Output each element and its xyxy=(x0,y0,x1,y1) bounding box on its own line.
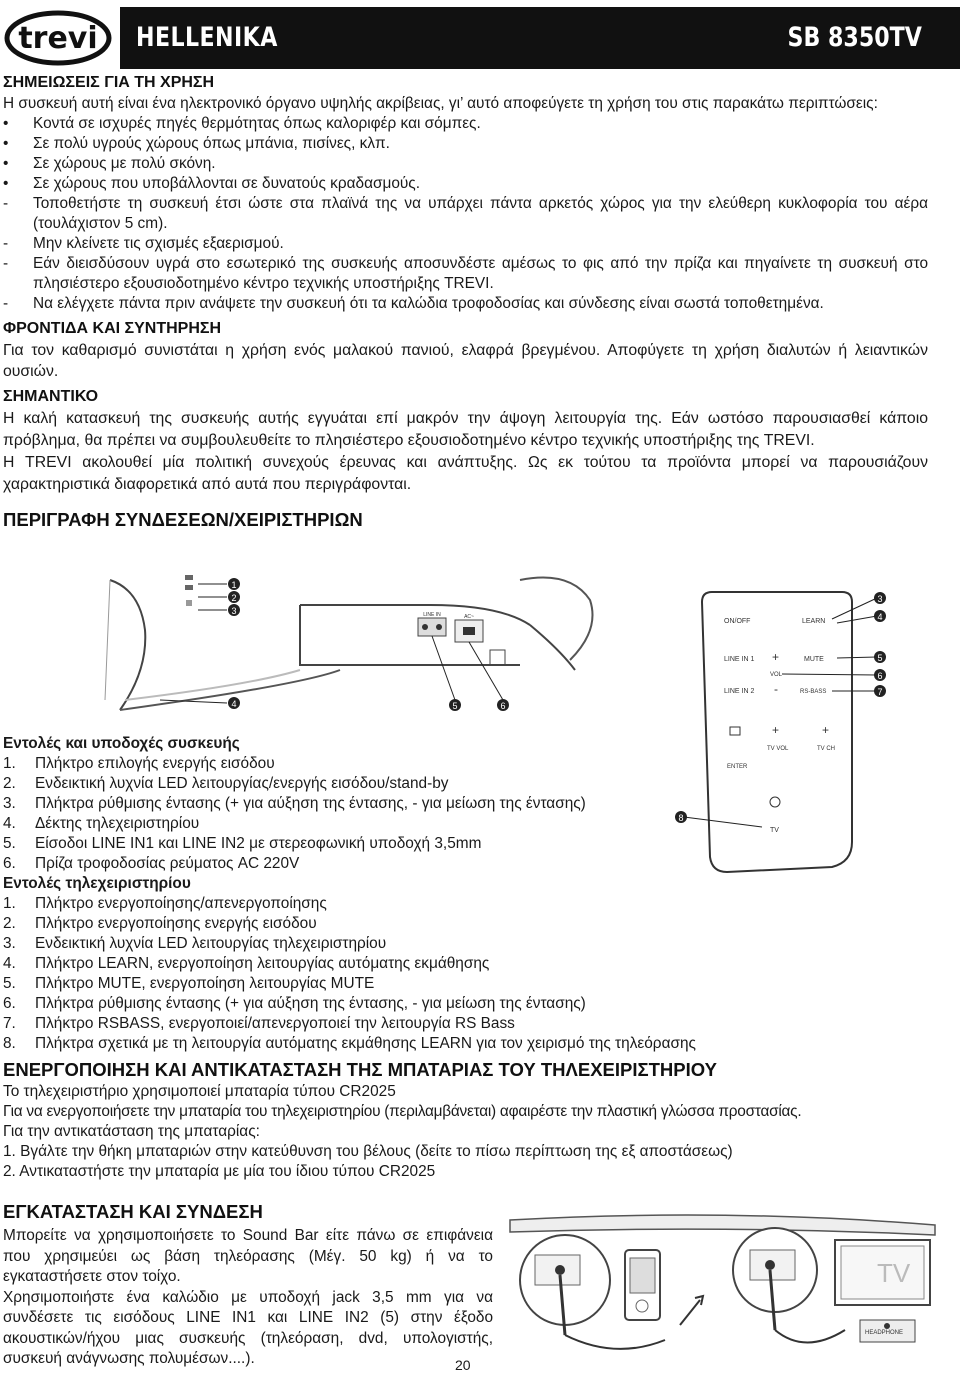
list-item: 6. Πλήκτρα ρύθμισης έντασης (+ για αύξηση της έντασης, - για μείωση της έντασης) xyxy=(3,995,586,1012)
installation-text-1: Μπορείτε να χρησιμοποιήσετε το Sound Bar είτε πάνω σε επιφάνεια που χρησιμεύει ως βάση τηλεόρασης (Μέγ. 50 kg) ή να το εγκαταστήσετε στον τοίχο. xyxy=(3,1227,493,1285)
list-item: 1. Πλήκτρο επιλογής ενεργής εισόδου xyxy=(3,755,275,772)
battery-line: Για να ενεργοποιήσετε την μπαταρία του τηλεχειριστηρίου (περιλαμβάνεται) αφαιρέστε την πλαστική γλώσσα προστασίας. xyxy=(3,1103,802,1120)
svg-text:VOL: VOL xyxy=(770,672,783,678)
care-text: Για τον καθαρισμό συνιστάται η χρήση ενός μαλακού πανιού, ελαφρά βρεγμένου. Αποφύγετε τη χρήση διαλυτών ή λειαντικών ουσιών. xyxy=(3,342,928,380)
important-text-2: Η TREVI ακολουθεί μία πολιτική συνεχούς έρευνας και ανάπτυξης. Ως εκ τούτου τα προϊόντα μπορεί να παρουσιάζουν χαρακτηριστικά διαφορετικά από αυτά που περιγράφονται. xyxy=(3,454,928,493)
installation-title: ΕΓΚΑΤΑΣΤΑΣΗ ΚΑΙ ΣΥΝΔΕΣΗ xyxy=(3,1201,263,1222)
dash-item: - Εάν διεισδύσουν υγρά στο εσωτερικό της συσκευής αποσυνδέστε αμέσως το φις από την πρίζα και πηγαίνετε τη συσκευή στο πλησιέστερο εξουσιοδοτημένο κέντρο τεχνικής υποστήριξης TREVI. xyxy=(3,255,928,292)
list-item: 7. Πλήκτρο RSBASS, ενεργοποιεί/απενεργοποιεί την λειτουργία RS Bass xyxy=(3,1015,515,1032)
logo-text: trevi xyxy=(18,21,98,56)
list-item: 8. Πλήκτρα σχετικά με τη λειτουργία αυτόματης εκμάθησης LEARN για τον χειρισμό της τηλεόρασης xyxy=(3,1035,696,1052)
svg-text:+: + xyxy=(772,723,780,737)
care-title: ΦΡΟΝΤΙΔΑ ΚΑΙ ΣΥΝΤΗΡΗΣΗ xyxy=(3,320,222,337)
dash-item: - Να ελέγχετε πάντα πριν ανάψετε την συσκευή ότι τα καλώδια τροφοδοσίας και σύνδεσης είναι σωστά τοποθετημένα. xyxy=(3,295,824,312)
svg-text:5: 5 xyxy=(452,701,458,711)
svg-text:+: + xyxy=(772,650,780,664)
svg-text:LINE IN 1: LINE IN 1 xyxy=(724,656,755,663)
list-item: 5. Πλήκτρο MUTE, ενεργοποίηση λειτουργίας MUTE xyxy=(3,975,375,992)
svg-text:ON/OFF: ON/OFF xyxy=(724,618,751,625)
svg-text:RS-BASS: RS-BASS xyxy=(800,689,827,695)
connections-title: ΠΕΡΙΓΡΑΦΗ ΣΥΝΔΕΣΕΩΝ/ΧΕΙΡΙΣΤΗΡΙΩΝ xyxy=(3,509,363,530)
svg-text:-: - xyxy=(774,682,778,696)
svg-text:TV CH: TV CH xyxy=(817,746,835,752)
notes-intro: Η συσκευή αυτή είναι ένα ηλεκτρονικό όργανο υψηλής ακρίβειας, γι’ αυτό αποφεύγετε τη χρήση του στις παρακάτω περιπτώσεις: xyxy=(3,95,878,112)
svg-text:MUTE: MUTE xyxy=(804,656,824,663)
svg-text:TV: TV xyxy=(877,1258,911,1288)
installation-section xyxy=(3,1200,493,1370)
svg-text:6: 6 xyxy=(500,701,506,711)
svg-text:TV VOL: TV VOL xyxy=(767,746,789,752)
svg-text:LINE IN 2: LINE IN 2 xyxy=(724,688,755,695)
svg-text:TV: TV xyxy=(770,827,779,834)
important-text-1: Η καλή κατασκευή της συσκευής αυτής εγγυάται επί μακρόν την άψογη λειτουργία της. Εάν ωστόσο παρουσιασθεί κάποιο πρόβλημα, θα πρέπει να συμβουλευθείτε το πλησιέστερο εξουσιοδοτημένο κέντρο τεχνικής υποστήριξης της TREVI. xyxy=(3,410,928,449)
bullet-item: • Σε χώρους με πολύ σκόνη. xyxy=(3,155,216,172)
svg-text:3: 3 xyxy=(877,594,883,604)
installation-figure xyxy=(505,1210,945,1365)
list-item: 1. Πλήκτρο ενεργοποίησης/απενεργοποίησης xyxy=(3,895,327,912)
list-item: 2. Πλήκτρο ενεργοποίησης ενεργής εισόδου xyxy=(3,915,317,932)
list-item: 4. Δέκτης τηλεχειριστηρίου xyxy=(3,815,200,832)
header-language: HELLENIKA xyxy=(136,22,278,53)
list-item: 4. Πλήκτρο LEARN, ενεργοποίηση λειτουργίας αυτόματης εκμάθησης xyxy=(3,955,490,972)
svg-text:3: 3 xyxy=(231,606,237,616)
svg-text:6: 6 xyxy=(877,671,883,681)
trevi-logo xyxy=(4,10,112,66)
remote-list-title: Εντολές τηλεχειριστηρίου xyxy=(3,875,191,892)
important-title: ΣΗΜΑΝΤΙΚΟ xyxy=(3,388,99,405)
svg-text:HEADPHONE: HEADPHONE xyxy=(865,1330,904,1336)
battery-line: Για την αντικατάσταση της μπαταρίας: xyxy=(3,1123,260,1140)
battery-line: 1. Βγάλτε την θήκη μπαταριών στην κατεύθυνση του βέλους (δείτε το πίσω περίπτωση της εξ αποστάσεως) xyxy=(3,1143,733,1160)
dash-item: - Μην κλείνετε τις σχισμές εξαερισμού. xyxy=(3,235,284,252)
bullet-item: • Σε πολύ υγρούς χώρους όπως μπάνια, πισίνες, κλπ. xyxy=(3,135,390,152)
svg-text:LINE IN: LINE IN xyxy=(423,612,441,618)
list-item: 2. Ενδεικτική λυχνία LED λειτουργίας/ενεργής εισόδου/stand-by xyxy=(3,775,449,792)
svg-text:7: 7 xyxy=(877,687,883,697)
svg-text:ENTER: ENTER xyxy=(727,764,748,770)
svg-text:2: 2 xyxy=(231,593,237,603)
svg-text:4: 4 xyxy=(877,612,883,622)
dash-item: - Τοποθετήστε τη συσκευή έτσι ώστε στα πλαϊνά της να υπάρχει πάντα αρκετός χώρος για την ελεύθερη κυκλοφορία του αέρα (τουλάχιστον 5 cm). xyxy=(3,195,928,232)
battery-line: 2. Αντικαταστήστε την μπαταρία με μία του ίδιου τύπου CR2025 xyxy=(3,1163,436,1180)
device-list-title: Εντολές και υποδοχές συσκευής xyxy=(3,735,240,752)
list-item: 6. Πρίζα τροφοδοσίας ρεύματος AC 220V xyxy=(3,855,300,872)
page-number: 20 xyxy=(455,1357,471,1373)
battery-title: ΕΝΕΡΓΟΠΟΙΗΣΗ ΚΑΙ ΑΝΤΙΚΑΤΑΣΤΑΣΗ ΤΗΣ ΜΠΑΤΑΡΙΑΣ ΤΟΥ ΤΗΛΕΧΕΙΡΙΣΤΗΡΙΟΥ xyxy=(3,1059,717,1080)
svg-text:5: 5 xyxy=(877,653,883,663)
svg-text:1: 1 xyxy=(231,580,237,590)
battery-section xyxy=(3,1058,928,1182)
notes-title: ΣΗΜΕΙΩΣΕΙΣ ΓΙΑ ΤΗ ΧΡΗΣΗ xyxy=(3,74,215,91)
list-item: 3. Πλήκτρα ρύθμισης έντασης (+ για αύξηση της έντασης, - για μείωση της έντασης) xyxy=(3,795,586,812)
device-connections-figure xyxy=(100,570,690,715)
page-header xyxy=(0,0,960,82)
svg-text:4: 4 xyxy=(231,699,237,709)
svg-text:AC~: AC~ xyxy=(464,614,474,620)
battery-line: Το τηλεχειριστήριο χρησιμοποιεί μπαταρία τύπου CR2025 xyxy=(3,1083,396,1100)
header-model: SB 8350TV xyxy=(787,22,922,53)
svg-text:+: + xyxy=(822,723,830,737)
list-item: 3. Ενδεικτική λυχνία LED λειτουργίας τηλεχειριστηρίου xyxy=(3,935,387,952)
list-item: 5. Είσοδοι LINE IN1 και LINE IN2 με στερεοφωνική υποδοχή 3,5mm xyxy=(3,835,482,852)
bullet-item: • Σε χώρους που υποβάλλονται σε δυνατούς κραδασμούς. xyxy=(3,175,420,192)
svg-text:LEARN: LEARN xyxy=(802,618,826,625)
bullet-item: • Κοντά σε ισχυρές πηγές θερμότητας όπως καλοριφέρ και σόμπες. xyxy=(3,115,481,132)
installation-text-2: Χρησιμοποιήστε ένα καλώδιο με υποδοχή jack 3,5 mm για να συνδέσετε τις εισόδους LINE IN1 και LINE IN2 (5) στην έξοδο ακουστικών/ήχου μιας συσκευής (τηλεόραση, dvd, υπολογιστής, συσκευή ανάγνωσης πολυμέσων....). xyxy=(3,1288,493,1367)
notes-section xyxy=(3,72,928,532)
controls-lists xyxy=(3,734,823,1054)
svg-text:8: 8 xyxy=(678,813,684,823)
